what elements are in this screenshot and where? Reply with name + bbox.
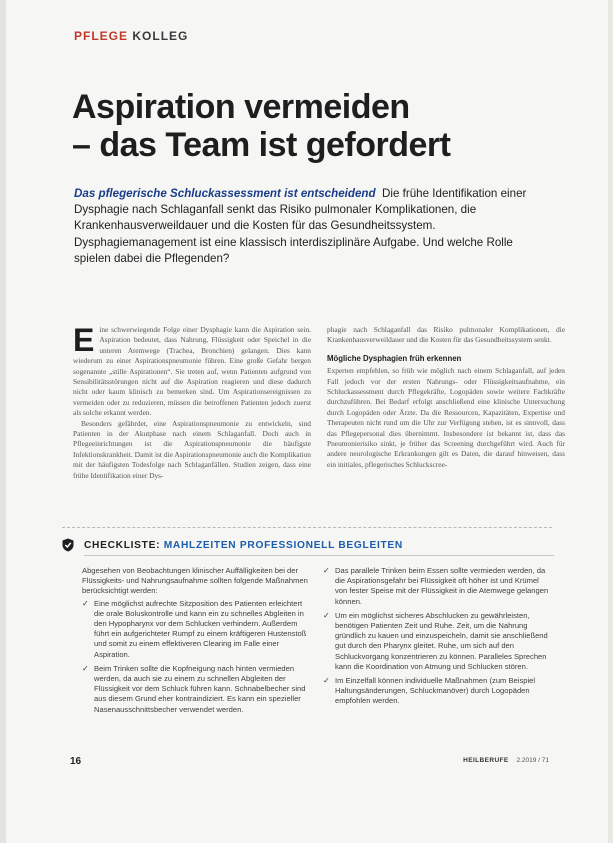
- checklist-item-text: Im Einzelfall können individuelle Maßnahmen (zum Beispiel Haltungsänderungen, Schluckmanöver) durch Logopäden empfohlen werden.: [335, 676, 536, 706]
- checklist-item-text: Eine möglichst aufrechte Sitzposition des Patienten erleichtert die orale Boluskontrolle und kann ein zu schnelles Abgleiten in den Hypopharynx vor dem Schlucken verhindern. Außerdem führt ein aufgerichteter Rumpf zu einem kräftigeren Hustenstoß und somit zu einem effektiveren Clearing im Falle einer Aspiration.: [94, 598, 307, 659]
- checkmark-icon: ✓: [323, 676, 330, 686]
- checklist-list: [82, 599, 312, 715]
- body-paragraph: Experten empfehlen, so früh wie möglich nach einem Schlaganfall, auf jeden Fall jedoch vor der ersten Nahrungs- oder Flüssigkeitsaufnahme, ein Schluckassessment durch Pflegekräfte, Logopäden sowie weitere Fachkräfte durchzuführen. Bei Bedarf erfolgt anschließend eine klinische Untersuchung durch Logopäden oder Ärzte. Da die Ressourcen, Kapazitäten, Expertise und Therapeuten nicht rund um die Uhr zur Verfügung stehen, ist es sinnvoll, dass das Pflegepersonal dies übernimmt. Insbesondere ist bekannt ist, dass das Pneumonierisiko sinkt, je früher das Screening durchgeführt wird. Auch für andere neurologische Erkrankungen gilt es Daten, die darauf hinweisen, dass ein initiales, pflegerisches Schluckscree-: [327, 366, 565, 469]
- page-number: 16: [70, 756, 82, 767]
- checklist-label: CHECKLISTE:: [84, 540, 161, 551]
- lead-text: Die frühe Identifikation einer Dysphagie nach Schlaganfall senkt das Risiko pulmonaler Komplikationen, die Krankenhausverweildauer und die Kosten für das Gesundheitssystem. Dysphagiemanagement ist eine klassisch interdisziplinäre Aufgabe. Und welche Rolle spielen dabei die Pflegenden?: [74, 187, 527, 265]
- checklist-title: [84, 540, 403, 551]
- kicker-pflege: PFLEGE: [74, 29, 129, 43]
- body-paragraph: phagie nach Schlaganfall das Risiko pulmonaler Komplikationen, die Krankenhausverweildauer und die Kosten für das Gesundheitssystem senkt.: [327, 325, 565, 345]
- checkmark-icon: ✓: [323, 610, 330, 620]
- checklist-item-text: Um ein möglichst sicheres Abschlucken zu gewährleisten, benötigen Patienten Zeit und Ruhe. Zeit, um die Nahrung gründlich zu kauen und einzuspeicheln, damit sie anschließend gut durch den Pharynx gleitet. Ruhe, um sich auf den Schluckvorgang konzentrieren zu können. Paralleles Sprechen kann die Koordination von Atmung und Schlucken stören.: [335, 610, 548, 671]
- checklist-item: [323, 566, 553, 607]
- checkmark-icon: ✓: [323, 566, 330, 575]
- page-edge: [0, 0, 6, 843]
- section-kicker: [74, 29, 188, 43]
- headline-line-2: – das Team ist gefordert: [72, 126, 451, 164]
- checklist-item: [82, 664, 312, 715]
- checklist-item-text: Das parallele Trinken beim Essen sollte vermieden werden, da die Aspirationsgefahr bei Flüssigkeit oft höher ist und Krümel von fester Speise mit der Flüssigkeit in die Atemwege gelangen können.: [335, 566, 549, 606]
- checklist-heading: MAHLZEITEN PROFESSIONELL BEGLEITEN: [163, 540, 403, 551]
- body-paragraph: ine schwerwiegende Folge einer Dysphagie kann die Aspiration sein. Aspiration bedeutet, dass Nahrung, Flüssigkeit oder Speichel in die unteren Atemwege (Trachea, Bronchien) gelangen. Dies kann wiederum zu einer Aspirationspneumonie führen. Eine große Gefahr bergen sogenannte „stille Aspirationen“. Sie treten auf, wenn Patienten aufgrund von Sensibilitätsstörungen nicht auf die Aspiration reagieren und diese dadurch nicht oder kaum klinisch zu bemerken sind. Um Aspirationsereignissen zu vermeiden oder zu reduzieren, müssen die betroffenen Patienten jedoch zuerst als solche erkannt werden.: [73, 325, 311, 418]
- checklist-intro: Abgesehen von Beobachtungen klinischer Auffälligkeiten bei der Flüssigkeits- und Nahrungsaufnahme sollten folgende Maßnahmen berücksichtigt werden:: [82, 566, 308, 596]
- article-headline: [72, 88, 542, 164]
- article-lead: [74, 186, 544, 267]
- shield-check-icon: [62, 538, 74, 552]
- kicker-kolleg: KOLLEG: [132, 29, 189, 43]
- checkmark-icon: ✓: [82, 663, 89, 673]
- checklist-item: [323, 611, 553, 672]
- body-paragraph: Besonders gefährdet, eine Aspirationspneumonie zu entwickeln, sind Patienten in der Akutphase nach einem Schlaganfall. Doch auch in Pflegeeinrichtungen ist die Aspirationspneumonie die häufigste Infektionskrankheit. Damit ist die Aspirationspneumonie auch die Komplikation mit der häufigsten Todesfolge nach Schlaganfällen. Studien zeigen, dass eine frühe Identifikation einer Dys-: [73, 418, 311, 480]
- body-subheading: Mögliche Dysphagien früh erkennen: [327, 353, 462, 363]
- checklist-item-text: Beim Trinken sollte die Kopfneigung nach hinten vermieden werden, da auch sie zu einem zu schnellen Abgleiten der Flüssigkeit vor dem Schluck führen kann. Schnabelbecher sind aus diesem Grund eher kontraindiziert. Es kann ein spezieller Nasenausschnittsbecher verwendet werden.: [94, 663, 306, 714]
- checklist-rule: [84, 555, 554, 556]
- checklist-column-right: [323, 566, 553, 711]
- drop-cap: E: [73, 322, 95, 358]
- body-column-right: [327, 325, 565, 470]
- checklist-item: [82, 599, 312, 660]
- checkmark-icon: ✓: [82, 598, 89, 608]
- journal-footer: [463, 757, 549, 764]
- journal-issue: 2.2019 / 71: [516, 757, 549, 764]
- section-divider: [62, 527, 552, 528]
- journal-name: HEILBERUFE: [463, 757, 509, 764]
- headline-line-1: Aspiration vermeiden: [72, 88, 410, 126]
- checklist-list: [323, 566, 553, 707]
- page-edge: [608, 0, 613, 843]
- body-column-left: [73, 322, 311, 481]
- checklist-column-left: [82, 566, 312, 719]
- checklist-item: [323, 676, 553, 707]
- lead-strong: Das pflegerische Schluckassessment ist entscheidend: [74, 187, 376, 200]
